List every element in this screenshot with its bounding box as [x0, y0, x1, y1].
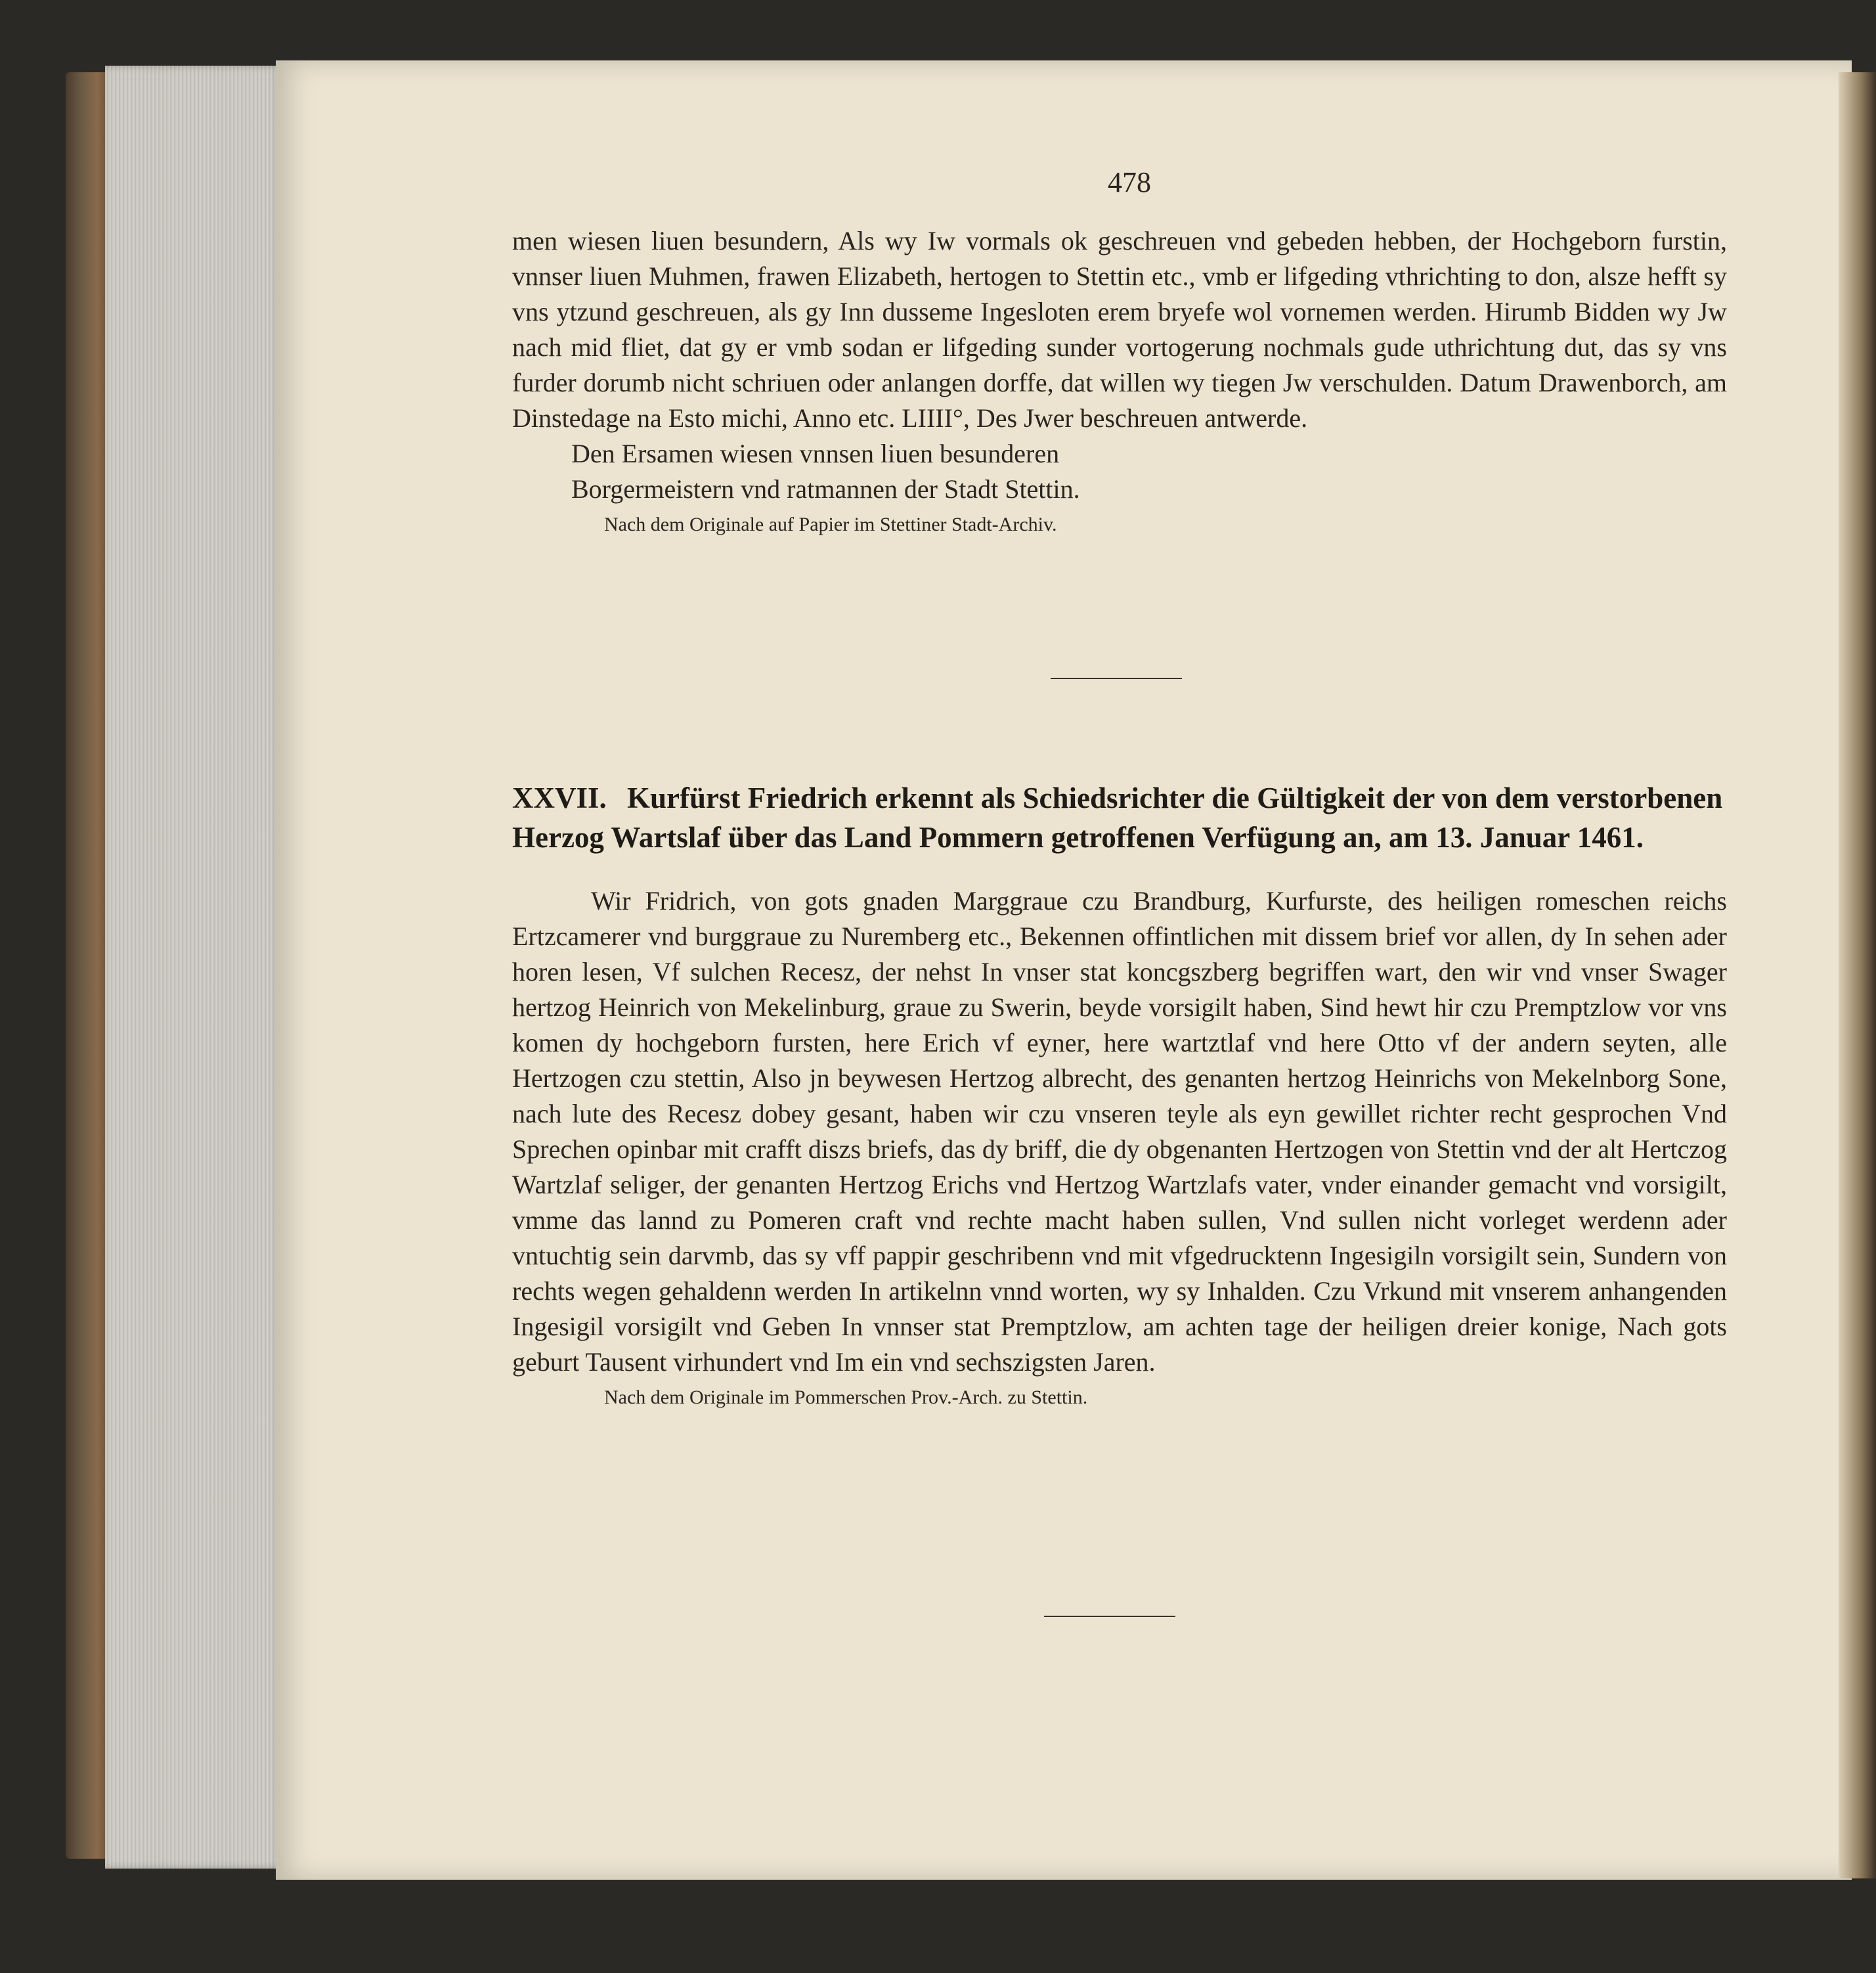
facing-page-edge: [1839, 72, 1876, 1878]
page-number: 478: [1108, 166, 1151, 198]
section-title: Kurfürst Friedrich erkennt als Schiedsrichter die Gültigkeit der von dem verstorbenen Herzog Wartslaf über das Land Pommern getroffenen Verfügung an, am 13. Januar 1461.: [512, 782, 1723, 854]
document-source-note: Nach dem Originale im Pommerschen Prov.-Arch. zu Stettin.: [604, 1386, 1088, 1408]
letter-address-line-1: Den Ersamen wiesen vnnsen liuen besunderen: [571, 439, 1060, 468]
document-paragraph: Wir Fridrich, von gots gnaden Marggraue czu Brandburg, Kurfurste, des heiligen romeschen reichs Ertzcamerer vnd burggraue zu Nuremberg etc., Bekennen offintlichen mit dissem brief vor allen, dy In sehen ader horen lesen, Vf sulchen Recesz, der nehst In vnser stat koncgszberg begriffen wart, den wir vnd vnser Swager hertzog Heinrich von Mekelinburg, graue zu Swerin, beyde vorsigilt haben, Sind hewt hir czu Premptzlow vor vns komen dy hochgeborn fursten, here Erich vf eyner, here wartztlaf vnd here Otto vf der andern seyten, alle Hertzogen czu stettin, Also jn beywesen Hertzog albrecht, des genanten hertzog Heinrichs von Mekelnborg Sone, nach lute des Recesz dobey gesant, haben wir czu vnseren teyle als eyn gewillet richter recht gesprochen Vnd Sprechen opinbar mit crafft diszs briefs, das dy briff, die dy obgenanten Hertzogen von Stettin vnd der alt Hertczog Wartzlaf seliger, der genanten Hertzog Erichs vnd Hertzog Wartzlafs vater, vnder einander gemacht vnd vorsigilt, vmme das lannd zu Pomeren craft vnd rechte macht haben sullen, Vnd sullen nicht vorleget werdenn ader vntuchtig sein darvmb, das sy vff pappir geschribenn vnd mit vfgedrucktenn Ingesigiln vorsigilt sein, Sundern von rechts wegen gehaldenn werden In artikelnn vnnd worten, wy sy Inhalden. Czu Vrkund mit vnserem anhangenden Ingesigil vorsigilt vnd Geben In vnnser stat Premptzlow, am achten tage der heiligen dreier konige, Nach gots geburt Tausent virhundert vnd Im ein vnd sechszigsten Jaren.: [512, 886, 1727, 1377]
page-stack-edge: [105, 66, 282, 1869]
letter-source-note: Nach dem Originale auf Papier im Stettiner Stadt-Archiv.: [604, 514, 1057, 535]
letter-text: [512, 223, 1727, 543]
letter-paragraph: men wiesen liuen besundern, Als wy Iw vormals ok geschreuen vnd gebeden hebben, der Hochgeborn furstin, vnnser liuen Muhmen, frawen Elizabeth, hertogen to Stettin etc., vmb er lifgeding vthrichting to don, alsze hefft sy vns ytzund geschreuen, als gy Inn dusseme Ingesloten erem bryefe wol vornemen werden. Hirumb Bidden wy Jw nach mid fliet, dat gy er vmb sodan er lifgeding sunder vortogerung nochmals gude uthrichtung dut, das sy vns furder dorumb nicht schriuen oder anlangen dorffe, dat willen wy tiegen Jw verschulden. Datum Drawenborch, am Dinstedage na Esto michi, Anno etc. LIIII°, Des Jwer beschreuen antwerde.: [512, 226, 1727, 433]
section-number: XXVII.: [512, 782, 607, 814]
document-text: [512, 883, 1727, 1415]
section-heading: [512, 778, 1727, 857]
letter-address-line-2: Borgermeistern vnd ratmannen der Stadt Stettin.: [571, 474, 1080, 504]
section-divider-top: [1051, 678, 1182, 679]
section-divider-bottom: [1044, 1616, 1175, 1617]
